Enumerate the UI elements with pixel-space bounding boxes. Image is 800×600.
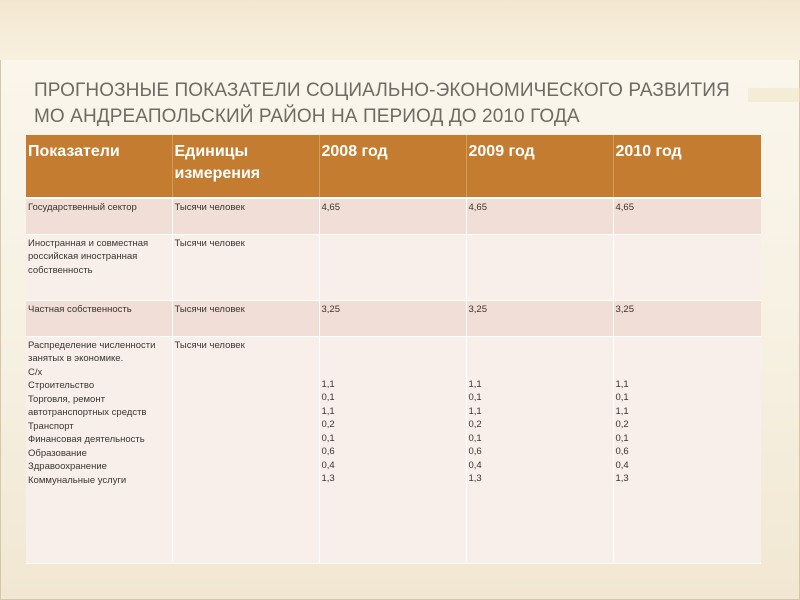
cell-2010 — [613, 234, 761, 300]
table-row — [26, 198, 761, 234]
table-row — [26, 336, 761, 563]
slide-title — [34, 78, 774, 130]
slide-top-band — [0, 0, 800, 60]
table-row — [26, 300, 761, 336]
header-2009: 2009 год — [466, 135, 613, 198]
header-2008: 2008 год — [319, 135, 466, 198]
cell-2009: 3,25 — [466, 300, 613, 336]
slide-title-line-2: МО АНДРЕАПОЛЬСКИЙ РАЙОН НА ПЕРИОД ДО 2010 ГОДА — [34, 106, 580, 127]
header-unit: Единицы измерения — [172, 135, 319, 198]
cell-2009: 4,65 — [466, 198, 613, 234]
cell-unit: Тысячи человек — [172, 234, 319, 300]
cell-2010: 3,25 — [613, 300, 761, 336]
cell-indicator: Государственный сектор — [26, 198, 172, 234]
cell-2008: 1,1 0,1 1,1 0,2 0,1 0,6 0,4 1,3 — [319, 336, 466, 563]
cell-indicator: Иностранная и совместная российская иностранная собственность — [26, 234, 172, 300]
cell-2008: 3,25 — [319, 300, 466, 336]
cell-unit: Тысячи человек — [172, 336, 319, 563]
table-header-row — [26, 135, 761, 198]
cell-indicator: Распределение численности занятых в экономике. С/х Строительство Торговля, ремонт автотранспортных средств Транспорт Финансовая деятельность Образование Здравоохранение Коммунальные услуги — [26, 336, 172, 563]
cell-2009: 1,1 0,1 1,1 0,2 0,1 0,6 0,4 1,3 — [466, 336, 613, 563]
table-row — [26, 234, 761, 300]
cell-2008 — [319, 234, 466, 300]
cell-2008: 4,65 — [319, 198, 466, 234]
cell-unit: Тысячи человек — [172, 300, 319, 336]
cell-2010: 1,1 0,1 1,1 0,2 0,1 0,6 0,4 1,3 — [613, 336, 761, 563]
cell-2009 — [466, 234, 613, 300]
header-2010: 2010 год — [613, 135, 761, 198]
header-indicator: Показатели — [26, 135, 172, 198]
indicators-table — [26, 135, 761, 564]
cell-indicator: Частная собственность — [26, 300, 172, 336]
slide-title-line-1: ПРОГНОЗНЫЕ ПОКАЗАТЕЛИ СОЦИАЛЬНО-ЭКОНОМИЧЕСКОГО РАЗВИТИЯ — [34, 80, 730, 101]
cell-unit: Тысячи человек — [172, 198, 319, 234]
cell-2010: 4,65 — [613, 198, 761, 234]
